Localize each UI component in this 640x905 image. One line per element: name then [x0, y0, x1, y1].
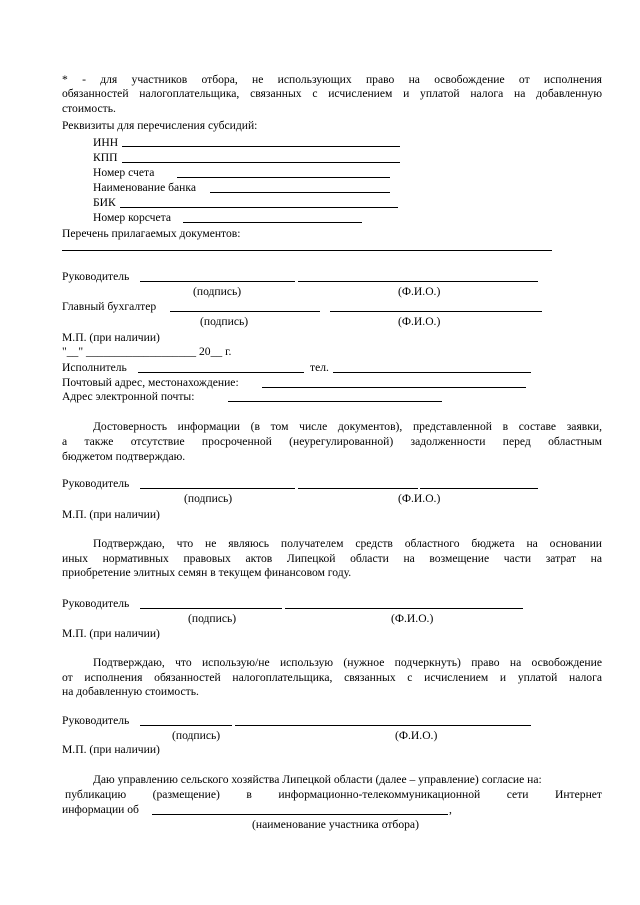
block1-fio-caption: (Ф.И.О.) [398, 492, 441, 505]
bik-label: БИК [93, 196, 116, 209]
footnote-line-3: стоимость. [62, 102, 116, 115]
director-fio-field[interactable] [298, 281, 538, 282]
block2-fio-field[interactable] [285, 608, 523, 609]
consent-line-3: информации об [62, 803, 139, 816]
participant-name-field[interactable] [152, 814, 448, 815]
block3-signature-field[interactable] [140, 725, 232, 726]
block2-line-1: Подтверждаю, что не являюсь получателем средств областного бюджета на основании [93, 537, 602, 550]
accountant-fio-field[interactable] [330, 311, 542, 312]
block2-line-3: приобретение элитных семян в текущем финансовом году. [62, 566, 352, 579]
requisites-heading: Реквизиты для перечисления субсидий: [62, 119, 258, 132]
email-label: Адрес электронной почты: [62, 390, 195, 403]
consent-line-1: Даю управлению сельского хозяйства Липецкой области (далее – управление) согласие на: [93, 773, 542, 786]
bank-name-field[interactable] [210, 192, 390, 193]
block1-director-label: Руководитель [62, 477, 130, 490]
account-number-field[interactable] [177, 177, 390, 178]
kpp-label: КПП [93, 151, 118, 164]
kpp-field[interactable] [122, 162, 400, 163]
block3-director-label: Руководитель [62, 714, 130, 727]
email-field[interactable] [228, 401, 442, 402]
accountant-signature-field[interactable] [170, 311, 320, 312]
director-label: Руководитель [62, 270, 130, 283]
corr-account-field[interactable] [215, 222, 362, 223]
documents-list-field[interactable] [62, 250, 552, 251]
signature-caption: (подпись) [200, 315, 249, 328]
address-field[interactable] [262, 387, 526, 388]
block1-stamp-label: М.П. (при наличии) [62, 508, 160, 521]
block3-signature-caption: (подпись) [172, 729, 221, 742]
executor-label: Исполнитель [62, 361, 127, 374]
block3-fio-caption: (Ф.И.О.) [395, 729, 438, 742]
block2-director-label: Руководитель [62, 597, 130, 610]
block2-signature-field[interactable] [140, 608, 282, 609]
documents-list-label: Перечень прилагаемых документов: [62, 227, 241, 240]
executor-field[interactable] [138, 372, 304, 373]
fio-caption: (Ф.И.О.) [398, 285, 441, 298]
footnote-line-2: обязанностей налогоплательщика, связанных с исчислением и уплатой налога на добавленную [62, 87, 602, 100]
corr-account-label: Номер корсчета [93, 211, 172, 224]
date-line: "__" ___________________ 20__ г. [62, 345, 232, 358]
block1-signature-caption: (подпись) [184, 492, 233, 505]
block1-line-2: а также отсутствие просроченной (неурегулированной) задолженности перед областным [62, 435, 602, 448]
inn-label: ИНН [93, 136, 119, 149]
block3-stamp-label: М.П. (при наличии) [62, 743, 160, 756]
block3-fio-field[interactable] [235, 725, 531, 726]
phone-field[interactable] [333, 372, 531, 373]
corr-account-field-prefix[interactable] [183, 222, 215, 223]
director-signature-field[interactable] [140, 281, 295, 282]
block2-line-2: иных нормативных правовых актов Липецкой области на возмещение части затрат на [62, 552, 602, 565]
block3-line-1: Подтверждаю, что использую/не использую (нужное подчеркнуть) право на освобождение [93, 656, 602, 669]
inn-field[interactable] [122, 146, 400, 147]
stamp-label: М.П. (при наличии) [62, 331, 160, 344]
bik-field[interactable] [120, 207, 398, 208]
block2-stamp-label: М.П. (при наличии) [62, 627, 160, 640]
block1-fio-field-b[interactable] [420, 488, 538, 489]
block3-line-3: на добавленную стоимость. [62, 685, 199, 698]
block2-signature-caption: (подпись) [188, 612, 237, 625]
consent-trailing-comma: , [449, 803, 452, 816]
fio-caption: (Ф.И.О.) [398, 315, 441, 328]
consent-line-2: публикацию (размещение) в информационно-телекоммуникационной сети Интернет [65, 788, 602, 801]
accountant-label: Главный бухгалтер [62, 300, 157, 313]
signature-caption: (подпись) [193, 285, 242, 298]
account-number-label: Номер счета [93, 166, 155, 179]
block1-fio-field-a[interactable] [298, 488, 418, 489]
block1-line-1: Достоверность информации (в том числе документов), представленной в составе заявки, [93, 420, 602, 433]
block3-line-2: от исполнения обязанностей налогоплательщика, связанных с исчислением и уплатой налога [62, 671, 602, 684]
participant-name-caption: (наименование участника отбора) [252, 818, 419, 831]
phone-label: тел. [310, 361, 329, 374]
bank-name-label: Наименование банка [93, 181, 196, 194]
block1-signature-field[interactable] [140, 488, 295, 489]
block1-line-3: бюджетом подтверждаю. [62, 450, 186, 463]
block2-fio-caption: (Ф.И.О.) [391, 612, 434, 625]
address-label: Почтовый адрес, местонахождение: [62, 376, 239, 389]
footnote-line-1: * - для участников отбора, не использующих право на освобождение от исполнения [62, 73, 602, 86]
